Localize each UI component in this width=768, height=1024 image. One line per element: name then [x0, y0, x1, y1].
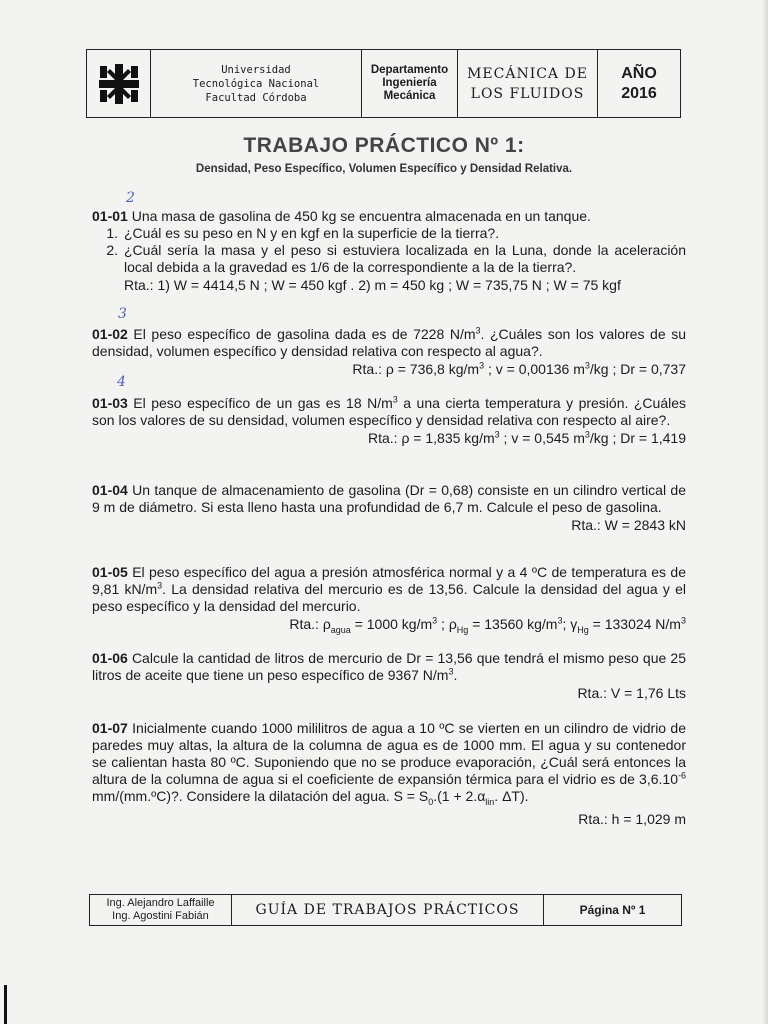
footer-table — [89, 894, 682, 926]
problem-statement — [92, 720, 686, 805]
subscript: lin — [485, 796, 495, 807]
page-title: TRABAJO PRÁCTICO Nº 1: — [243, 134, 525, 157]
superscript: 3 — [557, 615, 563, 626]
problem-statement — [92, 650, 686, 684]
problem-01-06 — [92, 650, 686, 702]
problem-statement — [92, 564, 686, 615]
superscript: 3 — [392, 394, 398, 405]
handwritten-mark: 4 — [117, 374, 126, 390]
problem-text: .(1 + 2.α — [433, 788, 486, 804]
handwritten-mark: 3 — [118, 306, 127, 322]
page-number: Página Nº 1 — [579, 903, 646, 917]
problem-answer — [92, 430, 686, 447]
problem-text: Inicialmente cuando 1000 mililitros de agua a 10 ºC se vierten en un cilindro de vidrio de paredes muy altas, la altura de la columna de agua es de 1000 mm. El agua y su contenedor se calientan hasta 80 ºC. Suponiendo que no se produce evaporación, ¿Cuál será entonces la altura de la columna de agua si el coeficiente de expansión térmica para el vidrio es de 3,6.10 — [92, 720, 686, 787]
problem-text: Calcule la cantidad de litros de mercurio de Dr = 13,56 que tendrá el mismo peso que 25 litros de aceite que tiene un peso específico de 9367 N/m — [92, 650, 686, 683]
problem-number: 01-01 — [92, 208, 128, 224]
page-edge-mark — [4, 985, 7, 1024]
superscript: 3 — [157, 580, 163, 591]
problem-01-03 — [92, 395, 686, 447]
list-item-text: ¿Cuál sería la masa y el peso si estuviera localizada en la Luna, donde la aceleración local debida a la gravedad es 1/6 de la correspondiente a la de la tierra?. — [124, 242, 686, 275]
footer-guide-title: GUÍA DE TRABAJOS PRÁCTICOS — [232, 895, 544, 925]
superscript: 3 — [479, 360, 485, 371]
problem-01-02 — [92, 326, 686, 378]
problem-text: El peso específico del agua a presión atmosférica normal y a 4 ºC de temperatura es de 9,81 kN/m — [92, 564, 686, 597]
problem-text: . — [453, 667, 458, 683]
list-item-index: 1. — [106, 225, 118, 241]
problem-text: a una cierta temperatura y presión. ¿Cuáles son los valores de su densidad, volumen específico y densidad relativa con respecto al aire?. — [92, 395, 686, 428]
list-item-index: 2. — [106, 242, 118, 258]
problem-statement — [92, 326, 686, 360]
answer-text: = 1000 kg/m — [350, 616, 433, 632]
problem-text: Una masa de gasolina de 450 kg se encuentra almacenada en un tanque. — [127, 208, 591, 224]
problem-answer: Rta.: V = 1,76 Lts — [577, 685, 686, 701]
answer-text: = 133024 N/m — [588, 616, 681, 632]
university-logo-cell — [87, 50, 151, 117]
problem-number: 01-04 — [92, 482, 128, 498]
problem-text: . La densidad relativa del mercurio es de 13,56. Calcule la densidad del agua y el peso específico y la densidad del mercurio. — [92, 581, 686, 614]
problem-text: El peso específico de un gas es 18 N/m — [127, 395, 393, 411]
problem-01-01 — [92, 208, 686, 294]
problem-statement — [92, 482, 686, 516]
answer-text: Rta.: ρ = 736,8 kg/m — [352, 361, 480, 377]
academic-year: AÑO 2016 — [621, 64, 657, 102]
superscript: 3 — [448, 666, 454, 677]
footer-authors: Ing. Alejandro Laffaille Ing. Agostini Fabián — [90, 895, 232, 925]
subscript: agua — [330, 624, 351, 635]
superscript: 3 — [584, 360, 590, 371]
problem-number: 01-02 — [92, 326, 128, 342]
answer-text: /kg ; Dr = 0,737 — [589, 361, 686, 377]
page-subtitle: Densidad, Peso Específico, Volumen Específico y Densidad Relativa. — [195, 163, 573, 175]
problem-01-04 — [92, 482, 686, 534]
answer-text: Rta.: ρ = 1,835 kg/m — [368, 430, 495, 446]
list-item-text: ¿Cuál es su peso en N y en kgf en la superficie de la tierra?. — [124, 225, 500, 241]
problem-number: 01-03 — [92, 395, 128, 411]
subscript: Hg — [456, 624, 469, 635]
subscript: Hg — [577, 624, 589, 635]
answer-text: ; v = 0,545 m — [499, 430, 585, 446]
problem-answer: Rta.: 1) W = 4414,5 N ; W = 450 kgf . 2) m = 450 kg ; W = 735,75 N ; W = 75 kgf — [124, 277, 621, 293]
subject-name: MECÁNICA DE LOS FLUIDOS — [458, 50, 598, 117]
problem-text: Un tanque de almacenamiento de gasolina (Dr = 0,68) consiste en un cilindro vertical de 9 m de diámetro. Si esta lleno hasta una profundidad de 6,7 m. Calcule el peso de gasolina. — [92, 482, 686, 515]
problem-text: . ΔT). — [494, 788, 529, 804]
problem-01-05 — [92, 564, 686, 633]
superscript: 3 — [584, 429, 590, 440]
header-table — [86, 49, 681, 118]
problem-statement — [92, 208, 686, 225]
university-name: Universidad Tecnológica Nacional Facultad Córdoba — [151, 50, 362, 117]
department-name: Departamento Ingeniería Mecánica — [362, 50, 458, 117]
problem-answer — [92, 361, 686, 378]
list-item — [92, 225, 686, 242]
problem-statement — [92, 395, 686, 429]
problem-01-07 — [92, 720, 686, 828]
answer-text: ; ρ — [437, 616, 457, 632]
utn-logo-icon — [97, 62, 141, 106]
superscript: -6 — [677, 770, 686, 781]
problem-number: 01-05 — [92, 564, 128, 580]
answer-text: ; γ — [562, 616, 578, 632]
problem-text: El peso específico de gasolina dada es de 7228 N/m — [127, 326, 476, 342]
problem-text: mm/(mm.ºC)?. Considere la dilatación del agua. S = S — [92, 788, 429, 804]
answer-text: Rta.: ρ — [289, 616, 331, 632]
answer-text: ; v = 0,00136 m — [484, 361, 585, 377]
superscript: 3 — [432, 615, 438, 626]
problem-answer — [92, 616, 686, 633]
problem-number: 01-06 — [92, 650, 128, 666]
answer-text: /kg ; Dr = 1,419 — [589, 430, 686, 446]
superscript: 3 — [680, 615, 686, 626]
list-item — [92, 242, 686, 276]
problem-number: 01-07 — [92, 720, 128, 736]
handwritten-mark: 2 — [126, 190, 135, 206]
subscript: 0 — [428, 796, 434, 807]
problem-answer: Rta.: W = 2843 kN — [571, 517, 686, 533]
problem-text: . ¿Cuáles son los valores de su densidad, volumen específico y densidad relativa con respecto al agua?. — [92, 326, 686, 359]
sub-question-list — [92, 225, 686, 276]
problem-answer: Rta.: h = 1,029 m — [578, 811, 686, 827]
superscript: 3 — [494, 429, 500, 440]
answer-text: = 13560 kg/m — [468, 616, 558, 632]
superscript: 3 — [475, 325, 481, 336]
